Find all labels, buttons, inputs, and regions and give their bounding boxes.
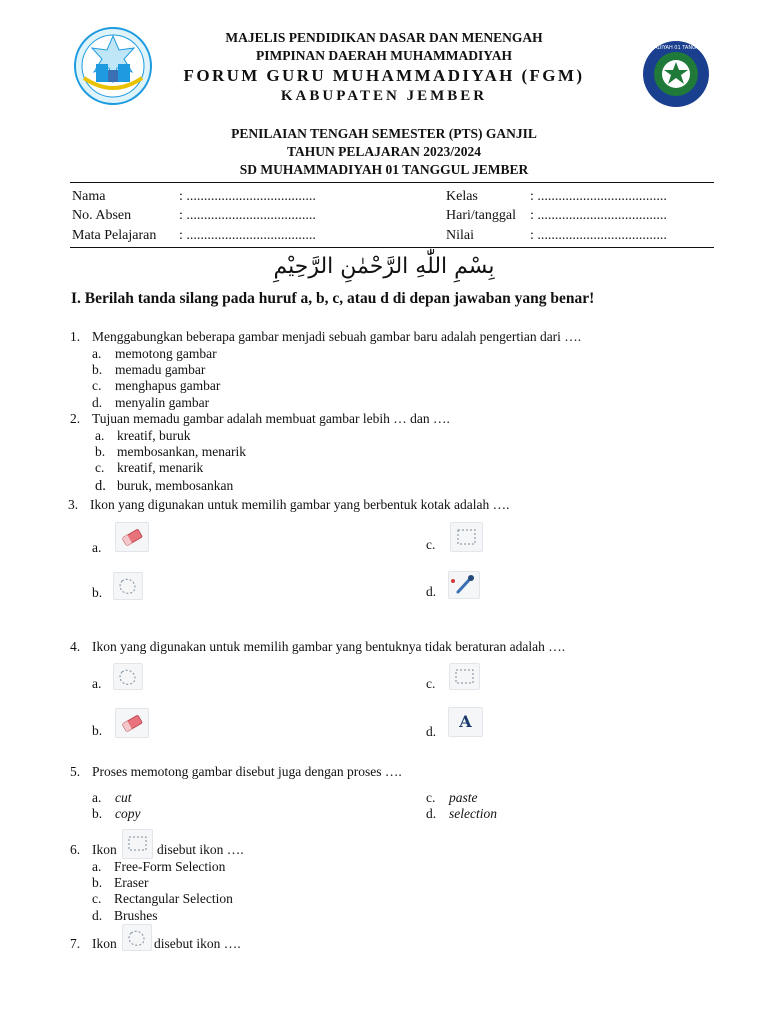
q6-option-b[interactable]: Eraser (114, 875, 149, 890)
field-no-absen[interactable]: : ..................................... (179, 208, 316, 223)
rectangle-select-icon[interactable] (122, 829, 153, 859)
field-mata-pelajaran[interactable]: : ..................................... (179, 228, 316, 243)
q6-letter-d[interactable]: d. (92, 908, 103, 923)
q2-letter-c[interactable]: c. (95, 460, 105, 475)
label-nilai: Nilai (446, 228, 474, 243)
header-line-4: KABUPATEN JEMBER (280, 88, 488, 104)
q1-option-a[interactable]: memotong gambar (115, 346, 217, 361)
q6-letter-b[interactable]: b. (92, 875, 103, 890)
q3-letter-d[interactable]: d. (426, 584, 437, 599)
q5-option-d[interactable]: selection (449, 806, 497, 821)
free-form-select-icon[interactable] (113, 663, 143, 690)
question-2-text: Tujuan memadu gambar adalah membuat gambar lebih … dan …. (92, 411, 450, 426)
label-hari-tanggal: Hari/tanggal (446, 208, 516, 223)
q2-option-c[interactable]: kreatif, menarik (117, 460, 204, 475)
label-no-absen: No. Absen (72, 208, 132, 223)
rectangle-select-icon[interactable] (450, 522, 483, 552)
q3-letter-a[interactable]: a. (92, 540, 102, 555)
q5-option-c[interactable]: paste (449, 790, 478, 805)
label-mata-pelajaran: Mata Pelajaran (72, 228, 157, 243)
q3-letter-c[interactable]: c. (426, 537, 436, 552)
q6-letter-a[interactable]: a. (92, 859, 102, 874)
exam-title-2: TAHUN PELAJARAN 2023/2024 (286, 144, 481, 159)
q2-option-a[interactable]: kreatif, buruk (117, 428, 191, 443)
q1-letter-b[interactable]: b. (92, 362, 103, 377)
question-7-pre: Ikon (92, 936, 117, 951)
logo-right-text: SD MUHAMMADIYAH 01 TANGGUL - JEMBER (621, 45, 731, 51)
eraser-icon[interactable] (115, 522, 149, 552)
q1-letter-d[interactable]: d. (92, 395, 103, 410)
question-6-number: 6. (70, 842, 81, 857)
question-4-number: 4. (70, 639, 81, 654)
question-2-number: 2. (70, 411, 81, 426)
q4-letter-b[interactable]: b. (92, 723, 103, 738)
q2-option-d[interactable]: buruk, membosankan (117, 478, 234, 493)
header-line-3: FORUM GURU MUHAMMADIYAH (FGM) (183, 66, 585, 85)
q6-option-a[interactable]: Free-Form Selection (114, 859, 226, 874)
question-6-pre: Ikon (92, 842, 117, 857)
divider-top (70, 182, 714, 183)
q2-letter-a[interactable]: a. (95, 428, 105, 443)
q3-letter-b[interactable]: b. (92, 585, 103, 600)
question-5-text: Proses memotong gambar disebut juga dengan proses …. (92, 764, 402, 779)
q6-option-d[interactable]: Brushes (114, 908, 158, 923)
field-hari-tanggal[interactable]: : ..................................... (530, 208, 667, 223)
q5-letter-a[interactable]: a. (92, 790, 102, 805)
q5-letter-d[interactable]: d. (426, 806, 437, 821)
question-7-number: 7. (70, 936, 81, 951)
question-1-text: Menggabungkan beberapa gambar menjadi sebuah gambar baru adalah pengertian dari …. (92, 329, 582, 344)
question-7-post: disebut ikon …. (154, 936, 241, 951)
exam-title-3: SD MUHAMMADIYAH 01 TANGGUL JEMBER (239, 162, 529, 177)
q4-letter-c[interactable]: c. (426, 676, 436, 691)
header-line-1: MAJELIS PENDIDIKAN DASAR DAN MENENGAH (225, 30, 543, 45)
q4-letter-a[interactable]: a. (92, 676, 102, 691)
q1-letter-a[interactable]: a. (92, 346, 102, 361)
q4-letter-d[interactable]: d. (426, 724, 437, 739)
field-kelas[interactable]: : ..................................... (530, 189, 667, 204)
label-kelas: Kelas (446, 189, 478, 204)
question-3-text: Ikon yang digunakan untuk memilih gambar yang berbentuk kotak adalah …. (90, 497, 510, 512)
question-1-number: 1. (70, 329, 81, 344)
question-3-number: 3. (68, 497, 79, 512)
exam-title-1: PENILAIAN TENGAH SEMESTER (PTS) GANJIL (231, 126, 537, 141)
question-5-number: 5. (70, 764, 81, 779)
basmalah: بِسْمِ اللّٰهِ الرَّحْمٰنِ الرَّحِيْمِ (273, 254, 495, 279)
q2-letter-b[interactable]: b. (95, 444, 106, 459)
color-picker-icon[interactable] (448, 571, 480, 599)
free-form-select-icon[interactable] (113, 572, 143, 600)
q5-option-b[interactable]: copy (115, 806, 141, 821)
text-icon[interactable] (448, 707, 483, 737)
q1-option-b[interactable]: memadu gambar (115, 362, 206, 377)
question-4-text: Ikon yang digunakan untuk memilih gambar yang bentuknya tidak beraturan adalah …. (92, 639, 566, 654)
q5-letter-c[interactable]: c. (426, 790, 436, 805)
q2-letter-d[interactable]: d. (95, 478, 106, 494)
divider-bottom (70, 247, 714, 248)
q6-letter-c[interactable]: c. (92, 891, 102, 906)
question-6-post: disebut ikon …. (157, 842, 244, 857)
q6-option-c[interactable]: Rectangular Selection (114, 891, 233, 906)
q1-option-c[interactable]: menghapus gambar (115, 378, 221, 393)
q2-option-b[interactable]: membosankan, menarik (117, 444, 246, 459)
q5-option-a[interactable]: cut (115, 790, 132, 805)
field-nama[interactable]: : ..................................... (179, 189, 316, 204)
header-line-2: PIMPINAN DAERAH MUHAMMADIYAH (256, 48, 512, 63)
rectangle-select-icon[interactable] (449, 663, 480, 690)
q5-letter-b[interactable]: b. (92, 806, 103, 821)
field-nilai[interactable]: : ..................................... (530, 228, 667, 243)
q1-letter-c[interactable]: c. (92, 378, 102, 393)
q1-option-d[interactable]: menyalin gambar (115, 395, 210, 410)
label-nama: Nama (72, 189, 106, 204)
text-icon-glyph: A (459, 712, 472, 731)
eraser-icon[interactable] (115, 708, 149, 738)
free-form-select-icon[interactable] (122, 924, 152, 951)
section-instruction: I. Berilah tanda silang pada huruf a, b, c, atau d di depan jawaban yang benar! (71, 290, 595, 307)
